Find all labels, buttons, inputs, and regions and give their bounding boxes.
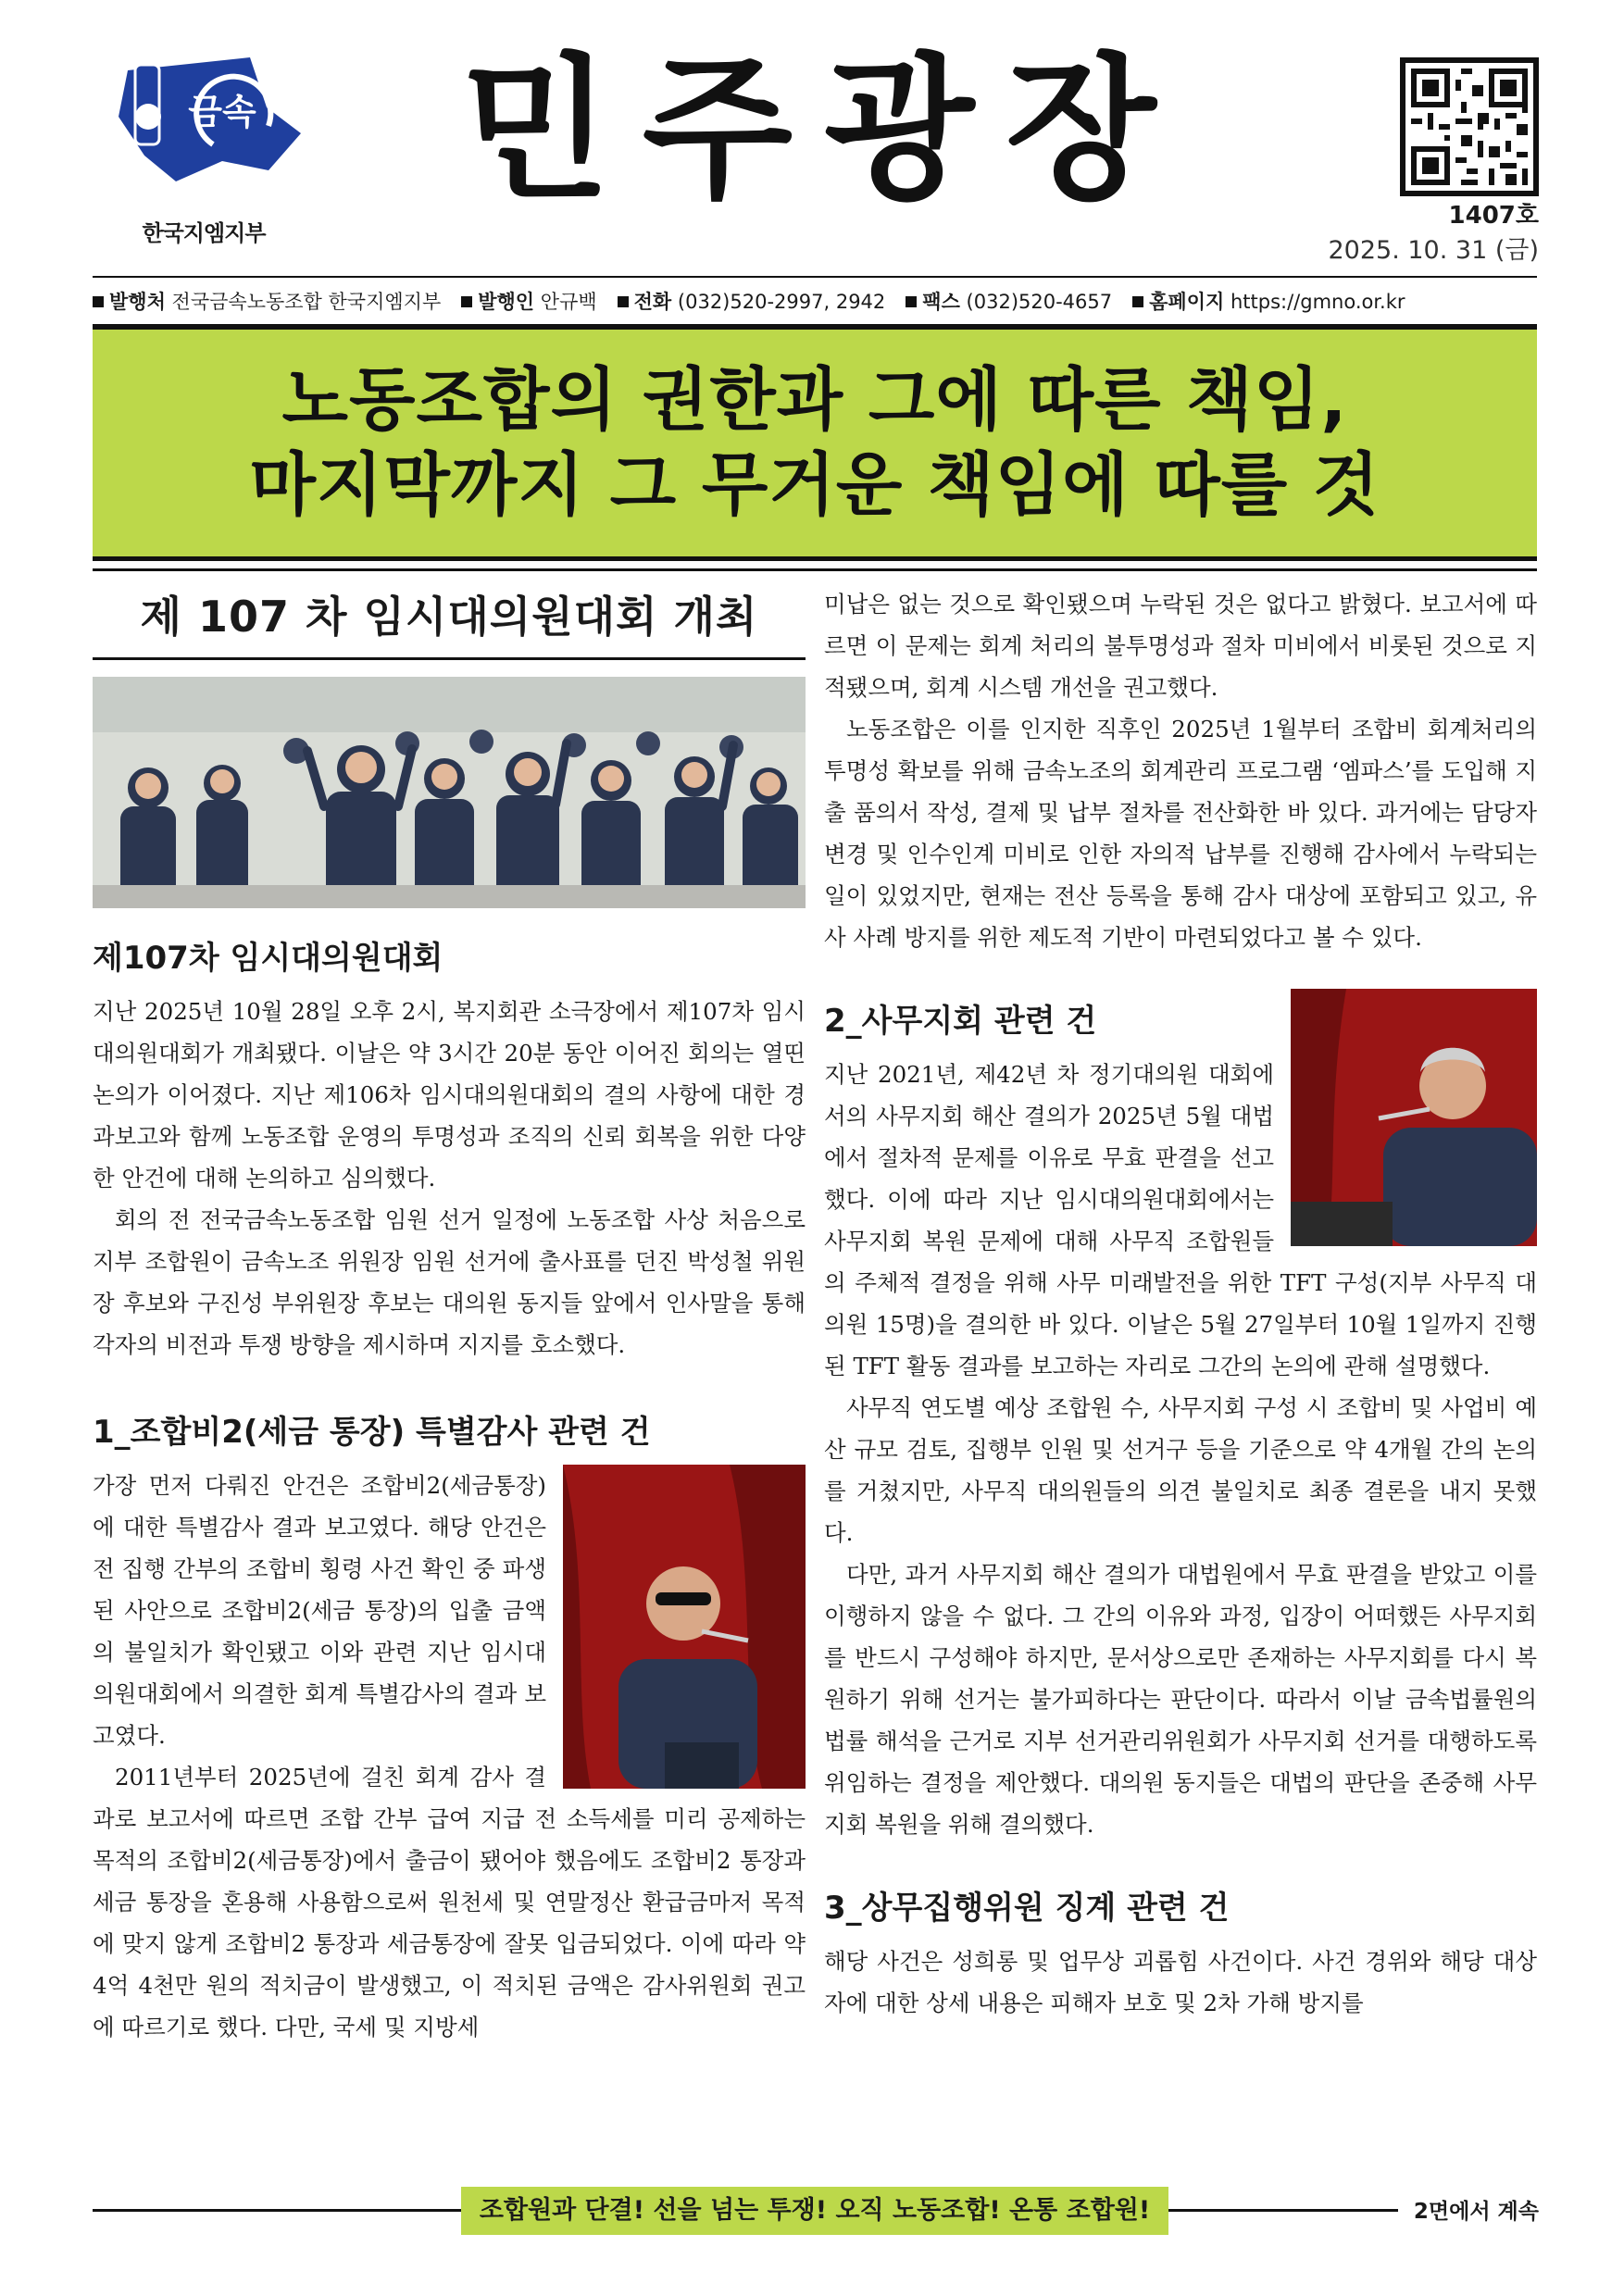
headline <box>93 357 1537 528</box>
assembly-photo <box>93 677 806 908</box>
publisher-item: 팩스 (032)520-4657 <box>906 287 1112 322</box>
section-title: 제 107 차 임시대의원대회 개최 <box>93 583 806 660</box>
left-column <box>93 583 806 2048</box>
speaker-photo-2 <box>1291 989 1537 1246</box>
continued-note: 2면에서 계속 <box>1413 2200 1539 2224</box>
publisher-item: 전화 (032)520-2997, 2942 <box>618 287 886 322</box>
section-2-heading: 2_사무지회 관련 건 <box>824 1003 1097 1040</box>
section-1-heading: 1_조합비2(세금 통장) 특별감사 관련 건 <box>93 1414 651 1451</box>
newsletter-title: 민주광장 <box>460 39 1188 220</box>
homepage-link[interactable]: 홈페이지 https://gmno.or.kr <box>1132 287 1405 322</box>
qr-code[interactable] <box>1400 57 1539 196</box>
intro-paragraph-1: 지난 2025년 10월 28일 오후 2시, 복지회관 소극장에서 제107차 임시대의원대회가 개최됐다. 이날은 약 3시간 20분 동안 이어진 회의는 열띤 논의가 이어졌다. 지난 제106차 임시대의원대회의 결의 사항에 대한 경과보고와 함께 노동조합 운영의 투명성과 조직의 신뢰 회복을 위한 다양한 안건에 대해 논의하고 심의했다. <box>93 998 806 1192</box>
issue-number: 1407호 <box>1448 202 1539 230</box>
footer-rule-right <box>1168 2209 1398 2212</box>
headline-line-1: 노동조합의 권한과 그에 따른 책임, <box>281 360 1348 440</box>
intro-heading: 제107차 임시대의원대회 <box>93 940 443 977</box>
union-logo <box>111 52 306 191</box>
masthead-rule <box>93 276 1537 278</box>
intro-paragraph-2: 회의 전 전국금속노동조합 임원 선거 일정에 노동조합 사상 처음으로 지부 조합원이 금속노조 위원장 임원 선거에 출사표를 던진 박성철 위원장 후보와 구진성 부위원장 후보는 대의원 동지들 앞에서 인사말을 통해 각자의 비전과 투쟁 방향을 제시하며 지지를 호소했다. <box>93 1206 806 1358</box>
headline-line-2: 마지막까지 그 무거운 책임에 따를 것 <box>249 445 1380 525</box>
section-1-paragraph-2: 2011년부터 2025년에 걸친 회계 감사 결과로 보고서에 따르면 조합 간부 급여 지급 전 소득세를 미리 공제하는 목적의 조합비2(세금통장)에서 출금이 됐어야 했음에도 조합비2 통장과 세금 통장을 혼용해 사용함으로써 원천세 및 연말정산 환급금마저 목적에 맞지 않게 조합비2 통장과 세금통장에 잘못 입금되었다. 이에 따라 약 4억 4천만 원의 적치금이 발생했고, 이 적치된 금액은 감사위원회 권고에 따르기로 했다. 다만, 국세 및 지방세 <box>93 1764 806 2040</box>
section-3-paragraph-1: 해당 사건은 성희롱 및 업무상 괴롭힘 사건이다. 사건 경위와 해당 대상자에 대한 상세 내용은 피해자 보호 및 2차 가해 방지를 <box>824 1948 1537 2016</box>
mpass-paragraph: 노동조합은 이를 인지한 직후인 2025년 1월부터 조합비 회계처리의 투명성 확보를 위해 금속노조의 회계관리 프로그램 ‘엠파스’를 도입해 지출 품의서 작성, 결제 및 납부 절차를 전산화한 바 있다. 과거에는 담당자 변경 및 인수인계 미비로 인한 자의적 납부를 진행해 감사에서 누락되는 일이 있었지만, 현재는 전산 등록을 통해 감사 대상에 포함되고 있고, 유사 사례 방지를 위한 제도적 기반이 마련되었다고 볼 수 있다. <box>824 716 1537 951</box>
right-column <box>824 583 1537 2024</box>
speaker-photo-1 <box>563 1465 806 1789</box>
section-2-paragraph-1: 지난 2021년, 제42년 차 정기대의원 대회에서의 사무지회 해산 결의가 2025년 5월 대법에서 절차적 문제를 이유로 무효 판결을 선고했다. 이에 따라 지난 임시대의원대회에서는 사무지회 복원 문제에 대해 사무직 조합원들의 주체적 결정을 위해 사무 미래발전을 위한 TFT 구성(지부 사무직 대의원 15명)을 결의한 바 있다. 이날은 5월 27일부터 10월 1일까지 진행된 TFT 활동 결과를 보고하는 자리로 그간의 논의에 관해 설명했다. <box>824 1061 1537 1379</box>
publisher-item: 발행인 안규백 <box>461 287 596 322</box>
headline-underline <box>93 568 1537 571</box>
section-1-paragraph-1: 가장 먼저 다뤄진 안건은 조합비2(세금통장)에 대한 특별감사 결과 보고였다. 해당 안건은 전 집행 간부의 조합비 횡령 사건 확인 중 파생된 사안으로 조합비2(세금 통장)의 입출 금액의 불일치가 확인됐고 이와 관련 지난 임시대의원대회에서 의결한 회계 특별감사의 결과 보고였다. <box>93 1472 546 1749</box>
section-2-paragraph-2: 사무직 연도별 예상 조합원 수, 사무지회 구성 시 조합비 및 사업비 예산 규모 검토, 집행부 인원 및 선거구 등을 기준으로 약 4개월 간의 논의를 거쳤지만, 사무직 대의원들의 의견 불일치로 최종 결론을 내지 못했다. <box>824 1394 1537 1546</box>
footer-rule-left <box>93 2209 461 2212</box>
section-2-paragraph-3: 다만, 과거 사무지회 해산 결의가 대법원에서 무효 판결을 받았고 이를 이행하지 않을 수 없다. 그 간의 이유와 과정, 입장이 어떠했든 사무지회를 반드시 구성해야 하지만, 문서상으로만 존재하는 사무지회를 다시 복원하기 위해 선거는 불가피하다는 판단이다. 따라서 이날 금속법률원의 법률 해석을 근거로 지부 선거관리위원회가 사무지회 선거를 대행하도록 위임하는 결정을 제안했다. 대의원 동지들은 대법의 판단을 존중해 사무지회 복원을 위해 결의했다. <box>824 1561 1537 1838</box>
section-3-heading: 3_상무집행위원 징계 관련 건 <box>824 1890 1230 1927</box>
issue-date: 2025. 10. 31 (금) <box>1328 236 1539 265</box>
publisher-item: 발행처 전국금속노동조합 한국지엠지부 <box>93 287 441 322</box>
publisher-bar <box>93 287 1537 322</box>
continued-paragraph: 미납은 없는 것으로 확인됐으며 누락된 것은 없다고 밝혔다. 보고서에 따르면 이 문제는 회계 처리의 불투명성과 절차 미비에서 비롯된 것으로 지적됐으며, 회계 시스템 개선을 권고했다. <box>824 591 1537 701</box>
slogan-banner: 조합원과 단결! 선을 넘는 투쟁! 오직 노동조합! 온통 조합원! <box>461 2187 1168 2235</box>
logo-text: 금속 <box>188 92 256 132</box>
headline-band <box>93 330 1537 561</box>
logo-caption: 한국지엠지부 <box>142 220 266 246</box>
